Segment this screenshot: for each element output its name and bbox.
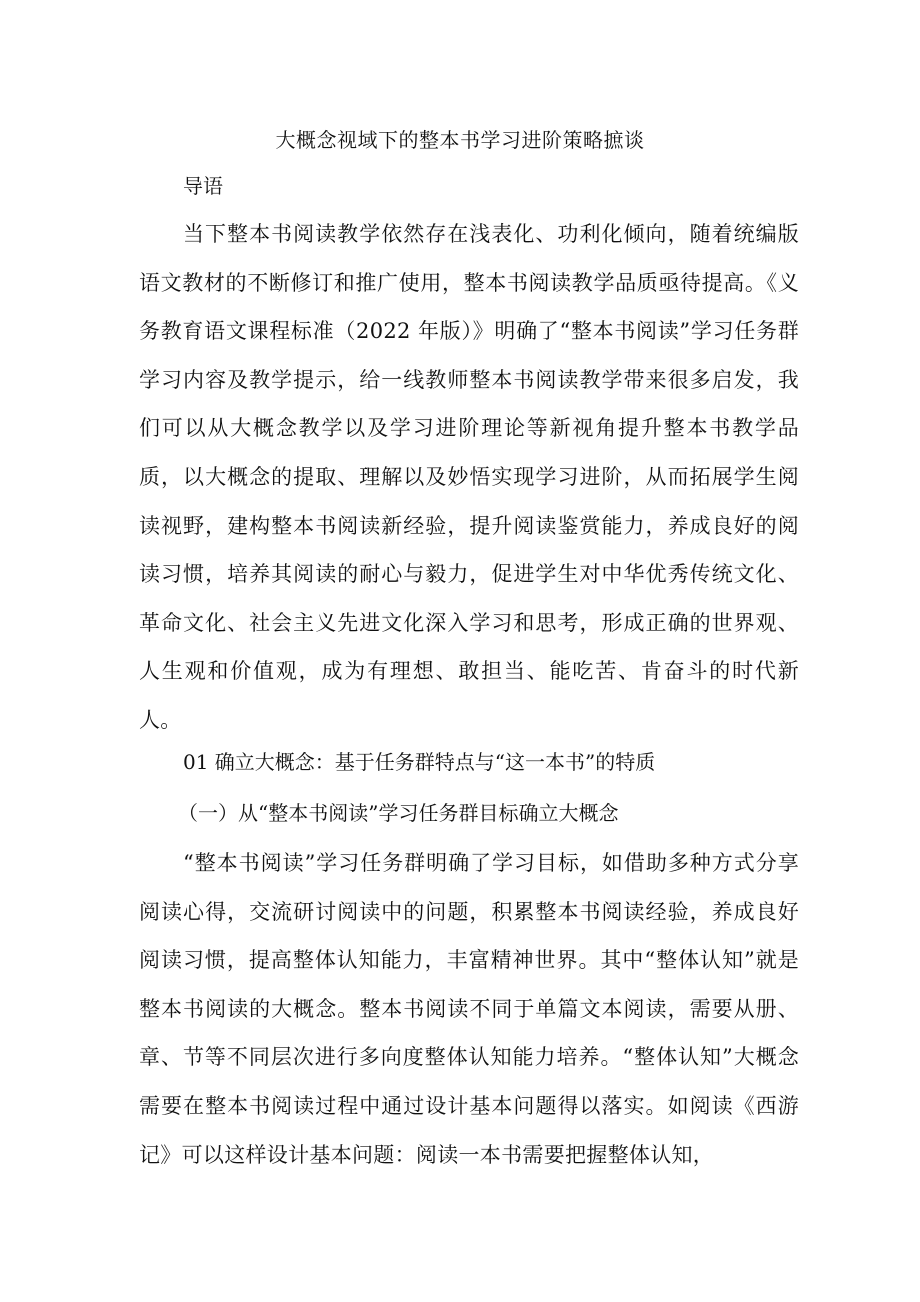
intro-paragraph: 当下整本书阅读教学依然存在浅表化、功利化倾向，随着统编版语文教材的不断修订和推广使用，整本书阅读教学品质亟待提高。《义务教育语文课程标准（2022 年版）》明确了“整本书阅读”学习任务群学习内容及教学提示，给一线教师整本书阅读教学带来很多启发，我们可以从大概念教学以及学习进阶理论等新视角提升整本书教学品质，以大概念的提取、理解以及妙悟实现学习进阶，从而拓展学生阅读视野，建构整本书阅读新经验，提升阅读鉴赏能力，养成良好的阅读习惯，培养其阅读的耐心与毅力，促进学生对中华优秀传统文化、革命文化、社会主义先进文化深入学习和思考，形成正确的世界观、人生观和价值观，成为有理想、敢担当、能吃苦、肯奋斗的时代新人。 bbox=[139, 222, 799, 732]
section-01-heading: 01 确立大概念：基于任务群特点与“这一本书”的特质 bbox=[183, 750, 656, 774]
subsection-1-heading: （一）从“整本书阅读”学习任务群目标确立大概念 bbox=[178, 801, 619, 825]
subsection-1-paragraph: “整本书阅读”学习任务群明确了学习目标，如借助多种方式分享阅读心得，交流研讨阅读中的问题，积累整本书阅读经验，养成良好阅读习惯，提高整体认知能力，丰富精神世界。其中“整体认知”就是整本书阅读的大概念。整本书阅读不同于单篇文本阅读，需要从册、章、节等不同层次进行多向度整体认知能力培养。“整体认知”大概念需要在整本书阅读过程中通过设计基本问题得以落实。如阅读《西游记》可以这样设计基本问题：阅读一本书需要把握整体认知， bbox=[139, 851, 799, 1167]
document-title: 大概念视域下的整本书学习进阶策略摭谈 bbox=[275, 128, 645, 152]
intro-heading: 导语 bbox=[183, 174, 223, 198]
